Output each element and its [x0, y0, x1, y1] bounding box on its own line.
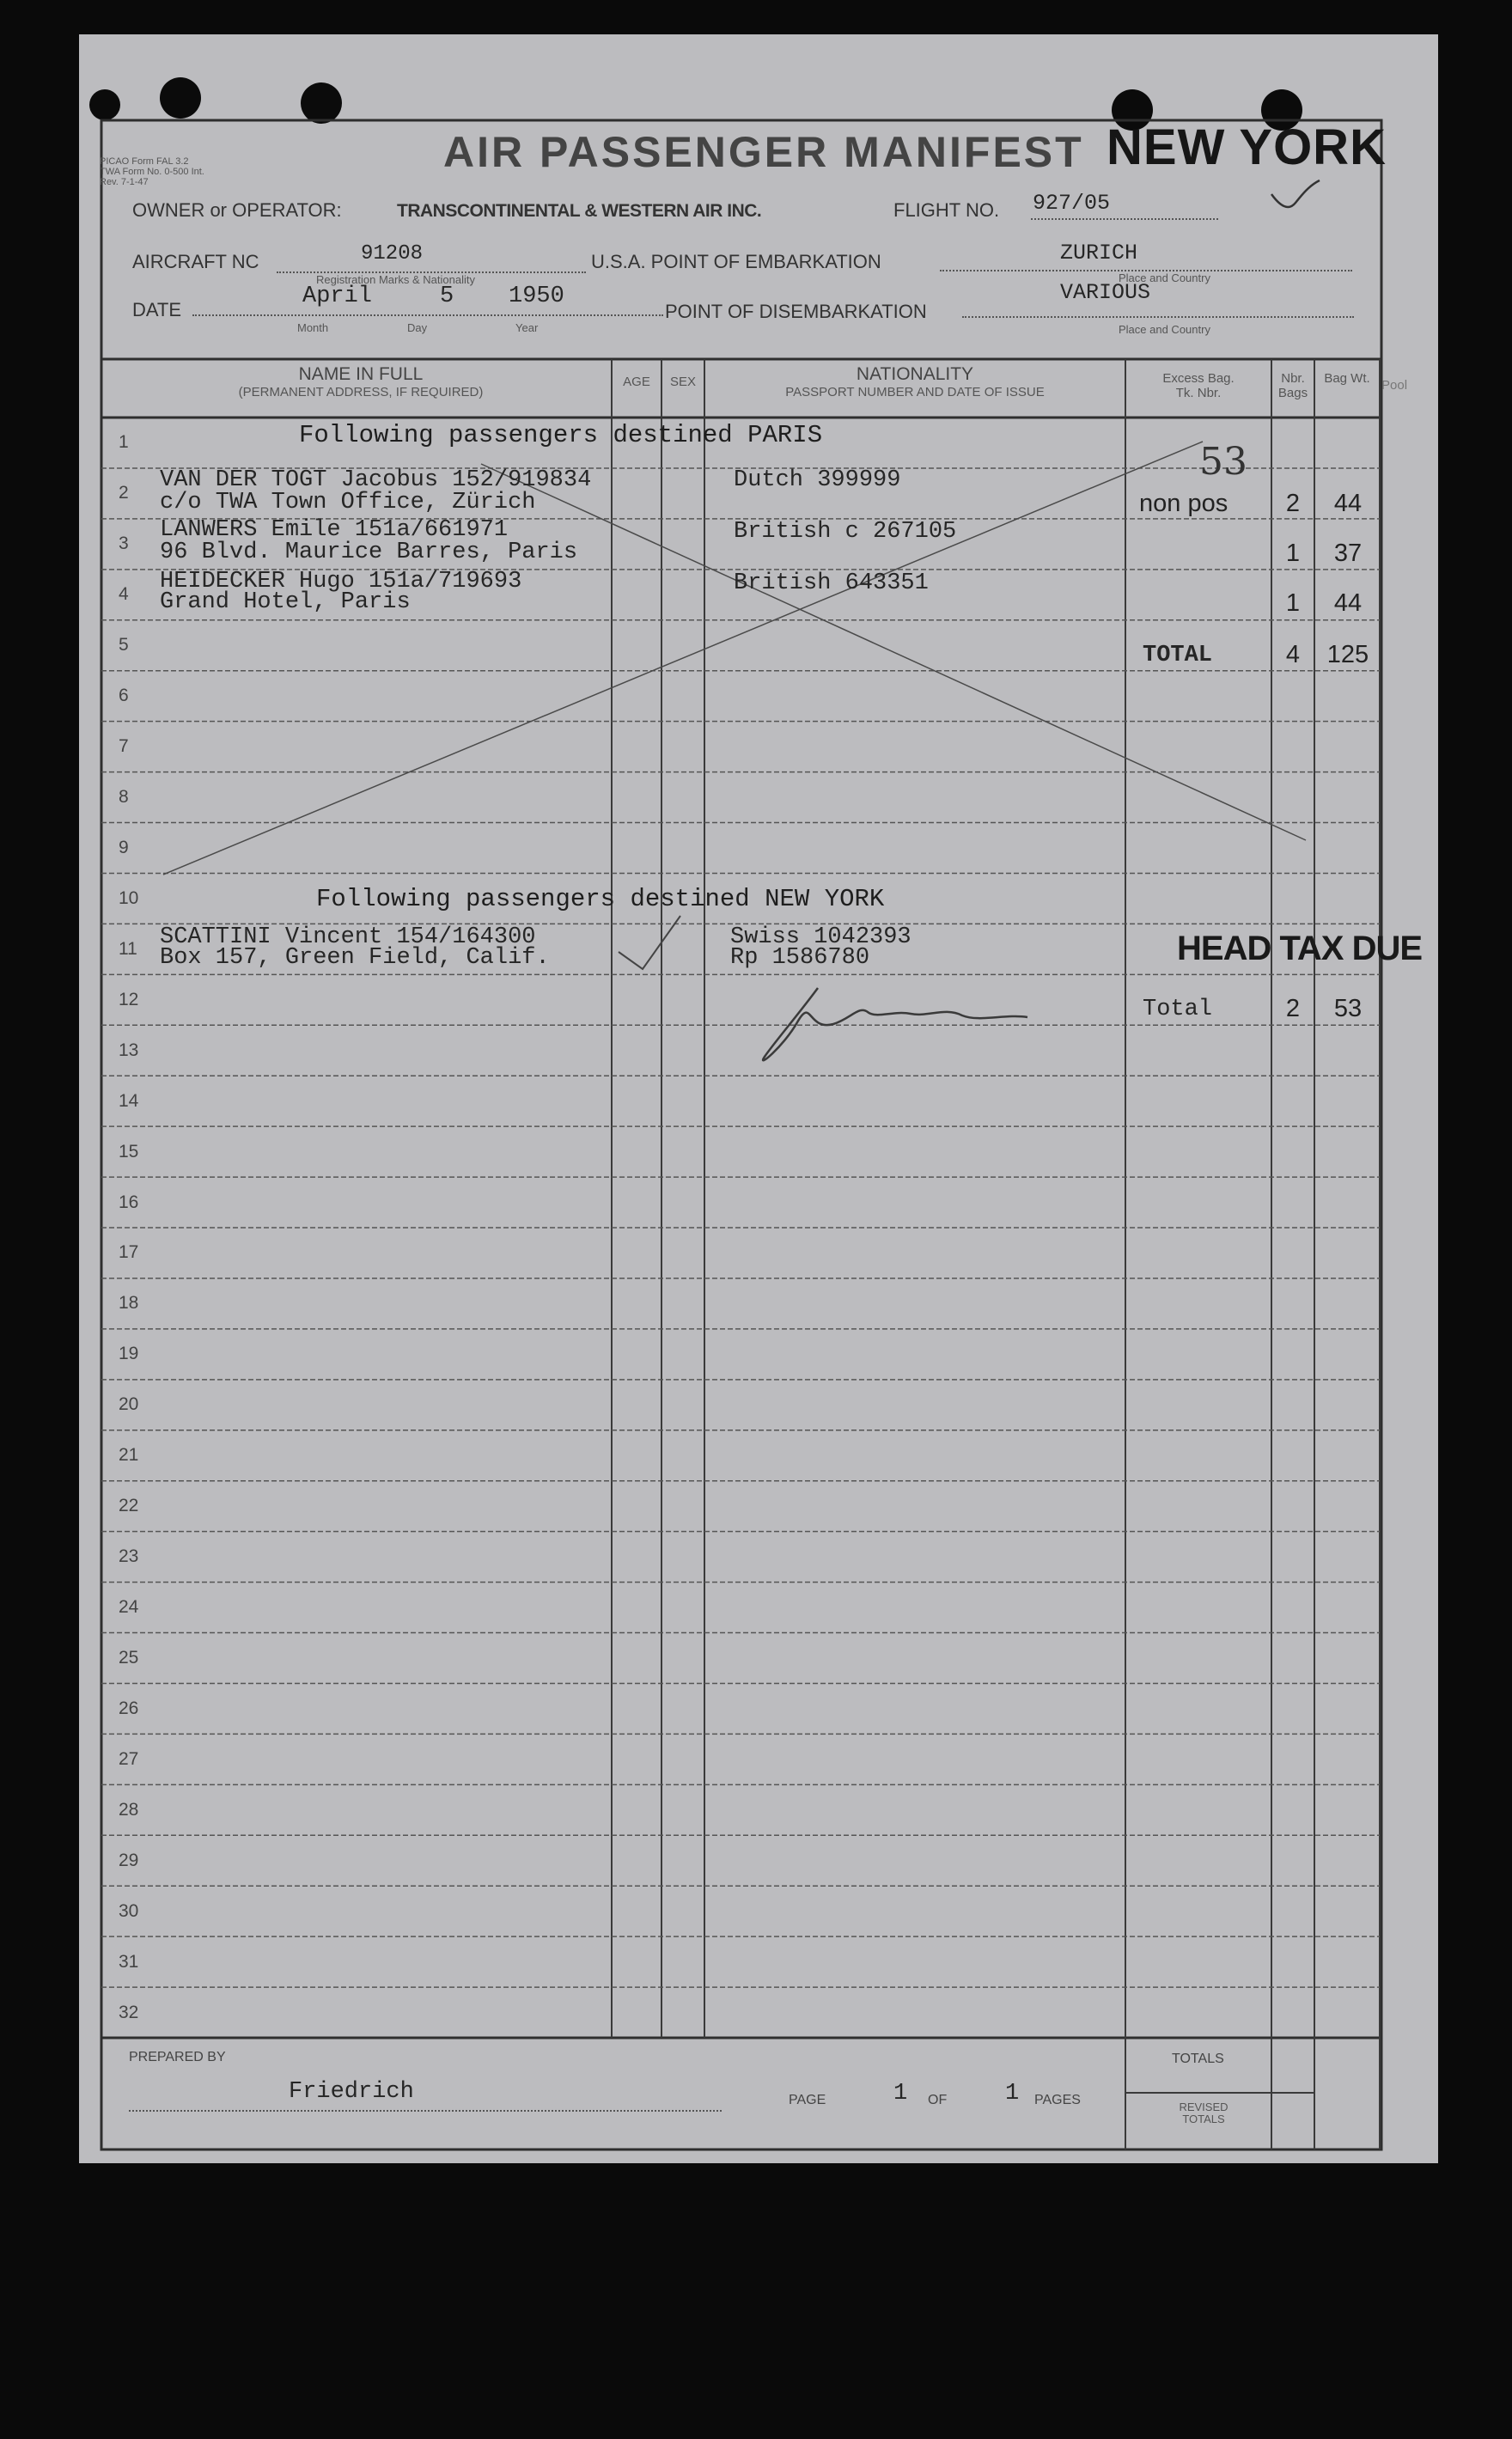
row-number: 23 — [119, 1546, 139, 1567]
passenger-2-address: 96 Blvd. Maurice Barres, Paris — [160, 540, 578, 565]
passenger-1-name: VAN DER TOGT Jacobus 152/919834 — [160, 467, 592, 493]
col-header-age: AGE — [623, 375, 650, 389]
col-header-nbr-bags: Nbr. Bags — [1277, 371, 1308, 400]
row-number: 27 — [119, 1748, 139, 1769]
row-number: 16 — [119, 1192, 139, 1212]
passenger-1-excess: 53 — [1199, 440, 1247, 484]
row-number: 30 — [119, 1900, 139, 1921]
page-value: 1 — [893, 2081, 908, 2107]
head-tax-stamp: HEAD TAX DUE — [1177, 930, 1423, 967]
row-number: 8 — [119, 787, 129, 808]
passenger-2-name: LANWERS Emile 151a/661971 — [160, 517, 509, 543]
passenger-1-nationality: Dutch 399999 — [734, 467, 901, 493]
col-header-pool: Pool — [1381, 378, 1408, 393]
row-number: 32 — [119, 2002, 139, 2022]
row-number: 24 — [119, 1597, 139, 1618]
col-header-excess — [1127, 371, 1270, 400]
row-number: 14 — [119, 1090, 139, 1111]
passenger-3-weight: 44 — [1333, 589, 1363, 617]
row-number: 21 — [119, 1445, 139, 1466]
passenger-3-nationality: British 643351 — [734, 570, 929, 596]
form-code-line: PICAO Form FAL 3.2 — [100, 156, 189, 167]
flight-line — [1031, 218, 1218, 220]
owner-value: TRANSCONTINENTAL & WESTERN AIR INC. — [397, 201, 762, 221]
signature-scribble — [763, 988, 1027, 1060]
row-number: 3 — [119, 534, 129, 554]
row-number: 22 — [119, 1496, 139, 1516]
disembarkation-line — [962, 316, 1354, 318]
col-header-name-sub: (PERMANENT ADDRESS, IF REQUIRED) — [238, 385, 484, 399]
row-number: 17 — [119, 1242, 139, 1263]
row-number: 31 — [119, 1951, 139, 1972]
row-number: 19 — [119, 1344, 139, 1364]
row-number: 10 — [119, 887, 139, 908]
owner-label: OWNER or OPERATOR: — [132, 199, 342, 221]
registration-caption: Registration Marks & Nationality — [316, 273, 475, 286]
col-header-name — [112, 364, 610, 399]
passenger-4-nationality: Swiss 1042393 — [730, 924, 911, 950]
prepared-by-label: PREPARED BY — [129, 2050, 226, 2064]
passenger-2-bags: 1 — [1285, 540, 1301, 567]
passenger-3-name: HEIDECKER Hugo 151a/719693 — [160, 569, 522, 595]
revised-totals-label: REVISED TOTALS — [1179, 2101, 1228, 2125]
passenger-3-address: Grand Hotel, Paris — [160, 589, 411, 615]
page-label: PAGE — [789, 2093, 826, 2107]
row-number: 1 — [119, 432, 129, 453]
total-1-weight: 125 — [1326, 641, 1369, 668]
row-number: 26 — [119, 1698, 139, 1718]
row-number: 7 — [119, 736, 129, 757]
form-code — [100, 156, 204, 187]
total-2-label: Total — [1143, 997, 1213, 1022]
col-header-excess-label: Excess Bag. — [1162, 371, 1235, 386]
disembarkation-value: VARIOUS — [1060, 280, 1151, 305]
place-caption: Place and Country — [1119, 271, 1210, 284]
prepared-by-value: Friedrich — [289, 2079, 414, 2105]
place-caption: Place and Country — [1119, 323, 1210, 336]
destination-stamp: NEW YORK — [1107, 119, 1387, 175]
totals-label: TOTALS — [1172, 2052, 1224, 2066]
row-number: 9 — [119, 837, 129, 857]
total-2-bags: 2 — [1285, 995, 1301, 1022]
row-number: 12 — [119, 989, 139, 1009]
pages-value: 1 — [1005, 2081, 1020, 2107]
flight-label: FLIGHT NO. — [893, 199, 1000, 221]
date-label: DATE — [132, 299, 182, 320]
row-number: 25 — [119, 1647, 139, 1668]
flight-value: 927/05 — [1033, 191, 1111, 216]
date-year: 1950 — [509, 284, 564, 309]
col-header-sex: SEX — [669, 375, 696, 389]
month-caption: Month — [297, 321, 329, 334]
embarkation-label: U.S.A. POINT OF EMBARKATION — [591, 251, 881, 272]
page-title: AIR PASSENGER MANIFEST — [443, 128, 1084, 176]
passenger-2-weight: 37 — [1333, 540, 1363, 567]
year-caption: Year — [515, 321, 539, 334]
aircraft-value: 91208 — [361, 242, 424, 265]
row-number: 28 — [119, 1799, 139, 1820]
embarkation-value: ZURICH — [1060, 241, 1138, 265]
total-1-label: TOTAL — [1143, 643, 1213, 668]
row-number: 6 — [119, 686, 129, 706]
aircraft-label: AIRCRAFT NC — [132, 251, 259, 272]
disembarkation-label: POINT OF DISEMBARKATION — [665, 301, 927, 322]
paris-section-header: Following passengers destined PARIS — [299, 421, 823, 449]
row-number: 20 — [119, 1394, 139, 1415]
row-number: 13 — [119, 1040, 139, 1060]
passenger-1-nonpos: non pos — [1139, 490, 1228, 517]
date-month: April — [302, 284, 373, 309]
form-code-line: Rev. 7-1-47 — [100, 177, 149, 187]
passenger-4-address: Box 157, Green Field, Calif. — [160, 945, 550, 971]
passenger-2-nationality: British c 267105 — [734, 519, 957, 545]
of-label: OF — [928, 2093, 948, 2107]
date-day: 5 — [440, 284, 454, 309]
total-2-weight: 53 — [1333, 995, 1363, 1022]
passenger-4-passport: Rp 1586780 — [730, 945, 870, 971]
date-line — [192, 314, 663, 316]
new-york-section-header: Following passengers destined NEW YORK — [316, 885, 885, 913]
row-number: 2 — [119, 483, 129, 503]
passenger-3-bags: 1 — [1285, 589, 1301, 617]
day-caption: Day — [407, 321, 428, 334]
row-number: 18 — [119, 1293, 139, 1314]
passenger-1-bags: 2 — [1285, 490, 1301, 517]
total-1-bags: 4 — [1285, 641, 1301, 668]
row-number: 5 — [119, 635, 129, 655]
row-number: 4 — [119, 584, 129, 605]
col-header-excess-sub: Tk. Nbr. — [1175, 386, 1222, 400]
pages-label: PAGES — [1034, 2093, 1081, 2107]
form-code-line: TWA Form No. 0-500 Int. — [100, 167, 204, 177]
row-number: 29 — [119, 1850, 139, 1870]
row-number: 15 — [119, 1141, 139, 1162]
row-number: 11 — [119, 938, 137, 959]
col-header-name-label: NAME IN FULL — [298, 364, 424, 384]
col-header-nationality — [706, 364, 1124, 399]
prepared-by-line — [129, 2110, 722, 2112]
passenger-1-address: c/o TWA Town Office, Zürich — [160, 490, 536, 515]
col-header-nationality-label: NATIONALITY — [856, 364, 974, 384]
col-header-nationality-sub: PASSPORT NUMBER AND DATE OF ISSUE — [785, 385, 1045, 399]
col-header-bag-wt: Bag Wt. — [1324, 371, 1370, 386]
passenger-4-name: SCATTINI Vincent 154/164300 — [160, 924, 536, 950]
passenger-1-weight: 44 — [1333, 490, 1363, 517]
